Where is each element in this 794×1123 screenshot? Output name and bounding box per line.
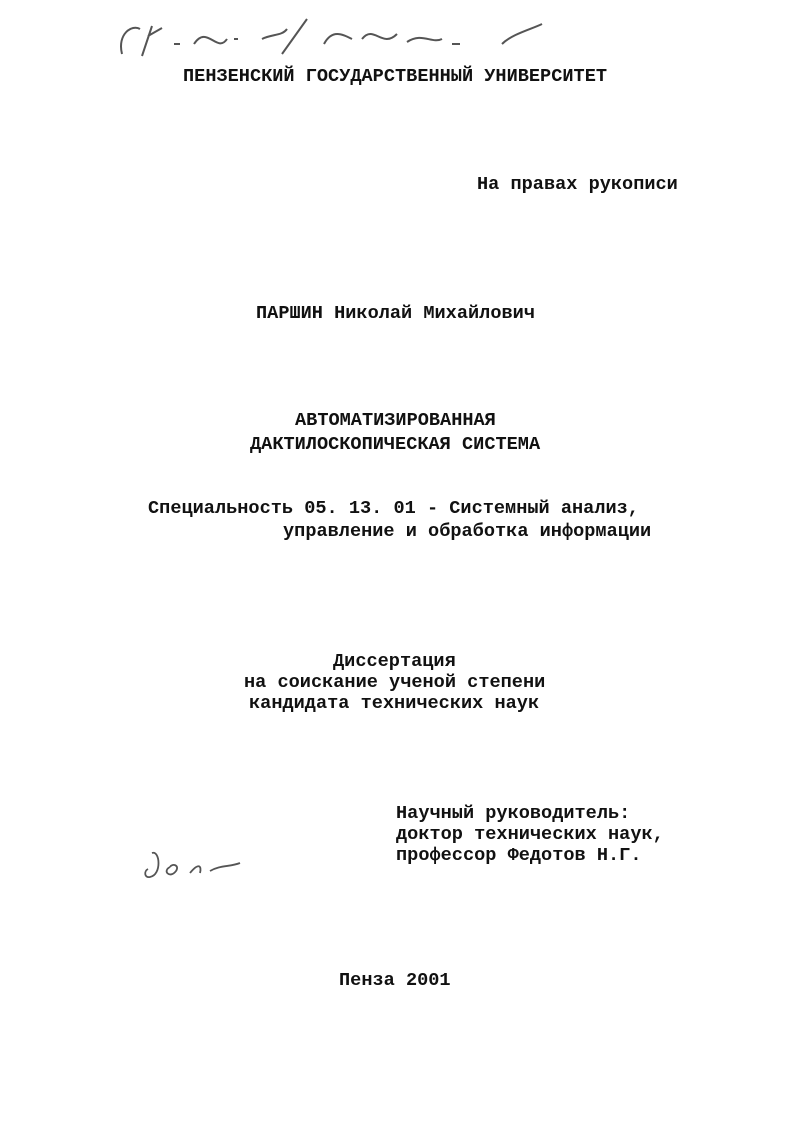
author-name: ПАРШИН Николай Михайлович bbox=[256, 303, 535, 324]
place-and-year: Пенза 2001 bbox=[339, 970, 451, 991]
handwritten-code-scribble bbox=[112, 14, 552, 64]
specialty-line-2: управление и обработка информации bbox=[283, 521, 652, 542]
degree-line-2: на соискание ученой степени bbox=[244, 672, 546, 693]
thesis-title-line-2: ДАКТИЛОСКОПИЧЕСКАЯ СИСТЕМА bbox=[250, 434, 541, 455]
manuscript-note: На правах рукописи bbox=[477, 174, 678, 195]
specialty-line-1: Специальность 05. 13. 01 - Системный анализ, bbox=[148, 498, 639, 519]
handwritten-mark bbox=[140, 845, 250, 890]
supervisor-line-1: Научный руководитель: bbox=[396, 803, 631, 824]
handwritten-mark-scribble bbox=[140, 845, 250, 885]
supervisor-line-3: профессор Федотов Н.Г. bbox=[396, 845, 642, 866]
degree-line-1: Диссертация bbox=[333, 651, 456, 672]
supervisor-line-2: доктор технических наук, bbox=[396, 824, 664, 845]
thesis-title-line-1: АВТОМАТИЗИРОВАННАЯ bbox=[295, 410, 496, 431]
degree-line-3: кандидата технических наук bbox=[249, 693, 540, 714]
university-name: ПЕНЗЕНСКИЙ ГОСУДАРСТВЕННЫЙ УНИВЕРСИТЕТ bbox=[183, 66, 608, 87]
handwritten-code bbox=[112, 14, 552, 73]
